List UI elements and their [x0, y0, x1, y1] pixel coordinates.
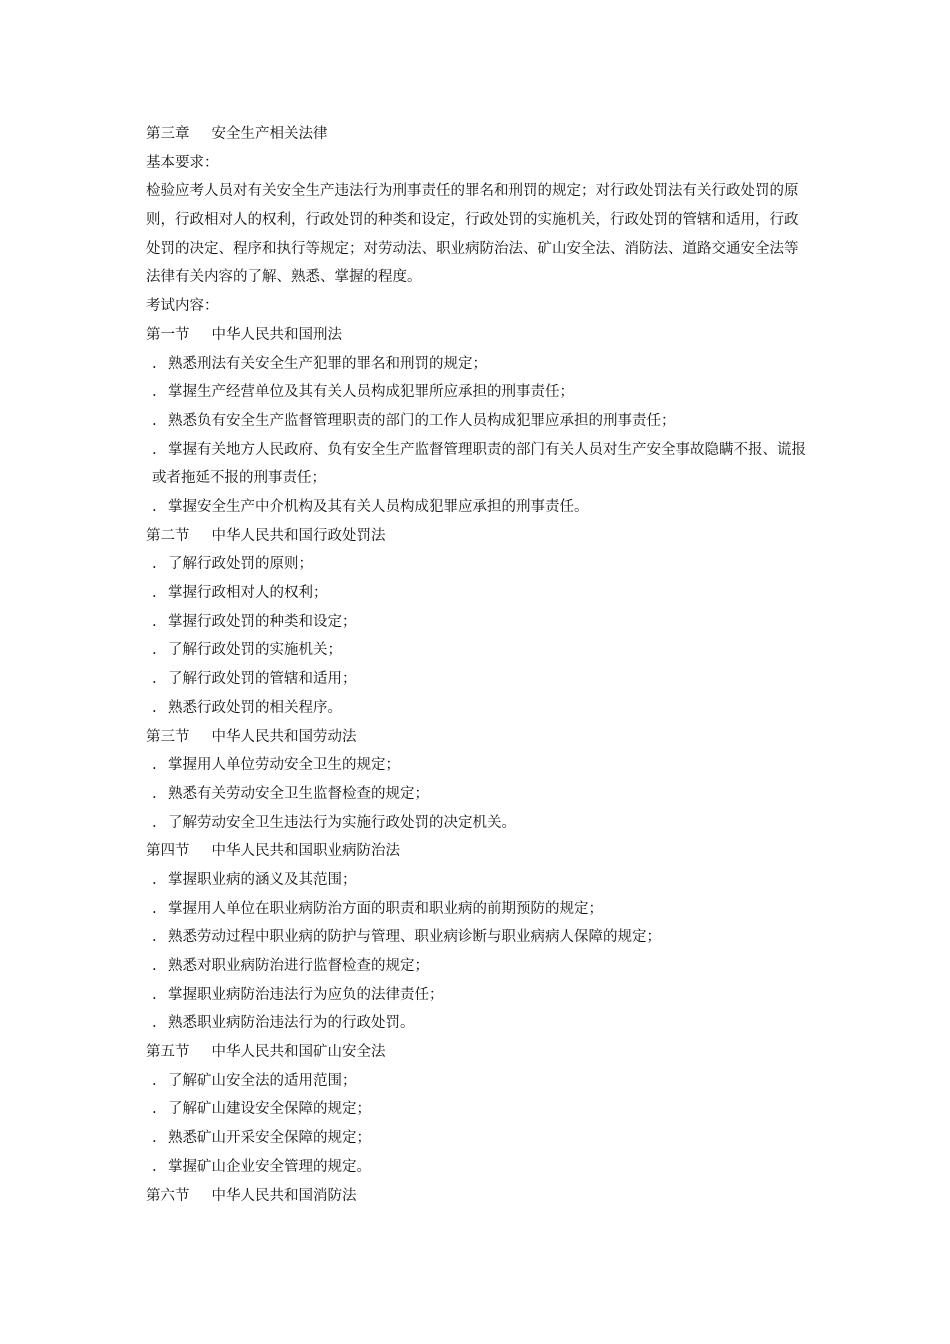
bullet-dot: . [152, 1072, 157, 1089]
section-title: 中华人民共和国消防法 [211, 1187, 357, 1204]
list-item-text: 掌握用人单位劳动安全卫生的规定； [168, 757, 400, 774]
basic-requirements-text: 检验应考人员对有关安全生产违法行为刑事责任的罪名和刑罚的规定；对行政处罚法有关行政处罚的原则，行政相对人的权利，行政处罚的种类和设定，行政处罚的实施机关，行政处罚的管辖和适用，行政处罚的决定、程序和执行等规定；对劳动法、职业病防治法、矿山安全法、消防法、道路交通安全法等法律有关内容的了解、熟悉、掌握的程度。 [146, 183, 799, 286]
bullet-dot: . [152, 785, 157, 802]
bullet-dot: . [152, 699, 157, 716]
list-item [146, 751, 810, 780]
bullet-dot: . [152, 441, 157, 458]
section-heading [146, 723, 810, 752]
list-item-text: 了解矿山安全法的适用范围； [168, 1072, 357, 1089]
section-title: 中华人民共和国劳动法 [211, 728, 357, 745]
bullet-dot: . [152, 412, 157, 429]
list-item-text: 熟悉矿山开采安全保障的规定； [168, 1130, 371, 1147]
list-item [146, 694, 810, 723]
list-item-text: 掌握行政相对人的权利； [168, 585, 328, 602]
bullet-dot: . [152, 556, 157, 573]
list-item-text: 掌握职业病防治违法行为应负的法律责任； [168, 986, 444, 1003]
bullet-dot: . [152, 355, 157, 372]
bullet-dot: . [152, 613, 157, 630]
list-item [146, 1124, 810, 1153]
list-item [146, 350, 810, 379]
section-number: 第二节 [146, 527, 190, 544]
list-item-text: 掌握用人单位在职业病防治方面的职责和职业病的前期预防的规定； [168, 900, 603, 917]
section-title: 中华人民共和国刑法 [211, 326, 342, 343]
section-number: 第五节 [146, 1044, 190, 1061]
list-item [146, 608, 810, 637]
list-item-text: 熟悉负有安全生产监督管理职责的部门的工作人员构成犯罪应承担的刑事责任； [168, 412, 676, 429]
bullet-dot: . [152, 958, 157, 975]
list-item-text: 熟悉劳动过程中职业病的防护与管理、职业病诊断与职业病病人保障的规定； [168, 929, 661, 946]
bullet-dot: . [152, 384, 157, 401]
list-item [146, 981, 810, 1010]
list-item-text: 掌握安全生产中介机构及其有关人员构成犯罪应承担的刑事责任。 [168, 499, 589, 516]
list-item-text: 熟悉有关劳动安全卫生监督检查的规定； [168, 785, 429, 802]
list-item-text: 掌握行政处罚的种类和设定； [168, 613, 357, 630]
list-item [146, 550, 810, 579]
section-heading [146, 837, 810, 866]
list-item [146, 895, 810, 924]
section-heading [146, 522, 810, 551]
bullet-dot: . [152, 1158, 157, 1175]
document-body [146, 120, 810, 1210]
list-item [146, 952, 810, 981]
list-item-text: 掌握矿山企业安全管理的规定。 [168, 1158, 371, 1175]
chapter-heading [146, 120, 810, 149]
section-heading [146, 321, 810, 350]
list-item-text: 掌握职业病的涵义及其范围； [168, 871, 357, 888]
bullet-dot: . [152, 929, 157, 946]
list-item [146, 1067, 810, 1096]
section-number: 第六节 [146, 1187, 190, 1204]
list-item-text: 了解矿山建设安全保障的规定； [168, 1101, 371, 1118]
section-number: 第四节 [146, 843, 190, 860]
list-item-text: 熟悉对职业病防治进行监督检查的规定； [168, 958, 429, 975]
bullet-dot: . [152, 900, 157, 917]
list-item [146, 1153, 810, 1182]
chapter-title: 安全生产相关法律 [211, 126, 328, 142]
list-item-text: 掌握有关地方人民政府、负有安全生产监督管理职责的部门有关人员对生产安全事故隐瞒不报、谎报或者拖延不报的刑事责任； [152, 441, 806, 487]
sections-container [146, 321, 810, 1210]
bullet-dot: . [152, 1130, 157, 1147]
list-item [146, 579, 810, 608]
list-item [146, 636, 810, 665]
bullet-dot: . [152, 1101, 157, 1118]
list-item-text: 熟悉职业病防治违法行为的行政处罚。 [168, 1015, 415, 1032]
list-item [146, 407, 810, 436]
exam-content-label: 考试内容： [146, 298, 219, 315]
list-item [146, 780, 810, 809]
bullet-dot: . [152, 642, 157, 659]
list-item-text: 掌握生产经营单位及其有关人员构成犯罪所应承担的刑事责任； [168, 384, 574, 401]
list-item-text: 熟悉刑法有关安全生产犯罪的罪名和刑罚的规定； [168, 355, 487, 372]
section-heading [146, 1182, 810, 1211]
section-title: 中华人民共和国矿山安全法 [211, 1044, 386, 1061]
bullet-dot: . [152, 986, 157, 1003]
list-item [146, 1095, 810, 1124]
section-heading [146, 1038, 810, 1067]
list-item-text: 了解劳动安全卫生违法行为实施行政处罚的决定机关。 [168, 814, 516, 831]
list-item [146, 436, 810, 493]
bullet-dot: . [152, 814, 157, 831]
section-title: 中华人民共和国职业病防治法 [211, 843, 400, 860]
section-title: 中华人民共和国行政处罚法 [211, 527, 386, 544]
bullet-dot: . [152, 1015, 157, 1032]
list-item-text: 了解行政处罚的实施机关； [168, 642, 342, 659]
list-item [146, 866, 810, 895]
list-item [146, 378, 810, 407]
section-number: 第一节 [146, 326, 190, 343]
list-item [146, 665, 810, 694]
list-item [146, 1009, 810, 1038]
bullet-dot: . [152, 871, 157, 888]
list-item-text: 了解行政处罚的原则； [168, 556, 313, 573]
list-item [146, 493, 810, 522]
basic-requirements-label: 基本要求： [146, 154, 219, 171]
bullet-dot: . [152, 757, 157, 774]
list-item-text: 了解行政处罚的管辖和适用； [168, 671, 357, 688]
list-item [146, 809, 810, 838]
bullet-dot: . [152, 499, 157, 516]
bullet-dot: . [152, 585, 157, 602]
chapter-number: 第三章 [146, 126, 190, 142]
list-item-text: 熟悉行政处罚的相关程序。 [168, 699, 342, 716]
list-item [146, 923, 810, 952]
section-number: 第三节 [146, 728, 190, 745]
bullet-dot: . [152, 671, 157, 688]
